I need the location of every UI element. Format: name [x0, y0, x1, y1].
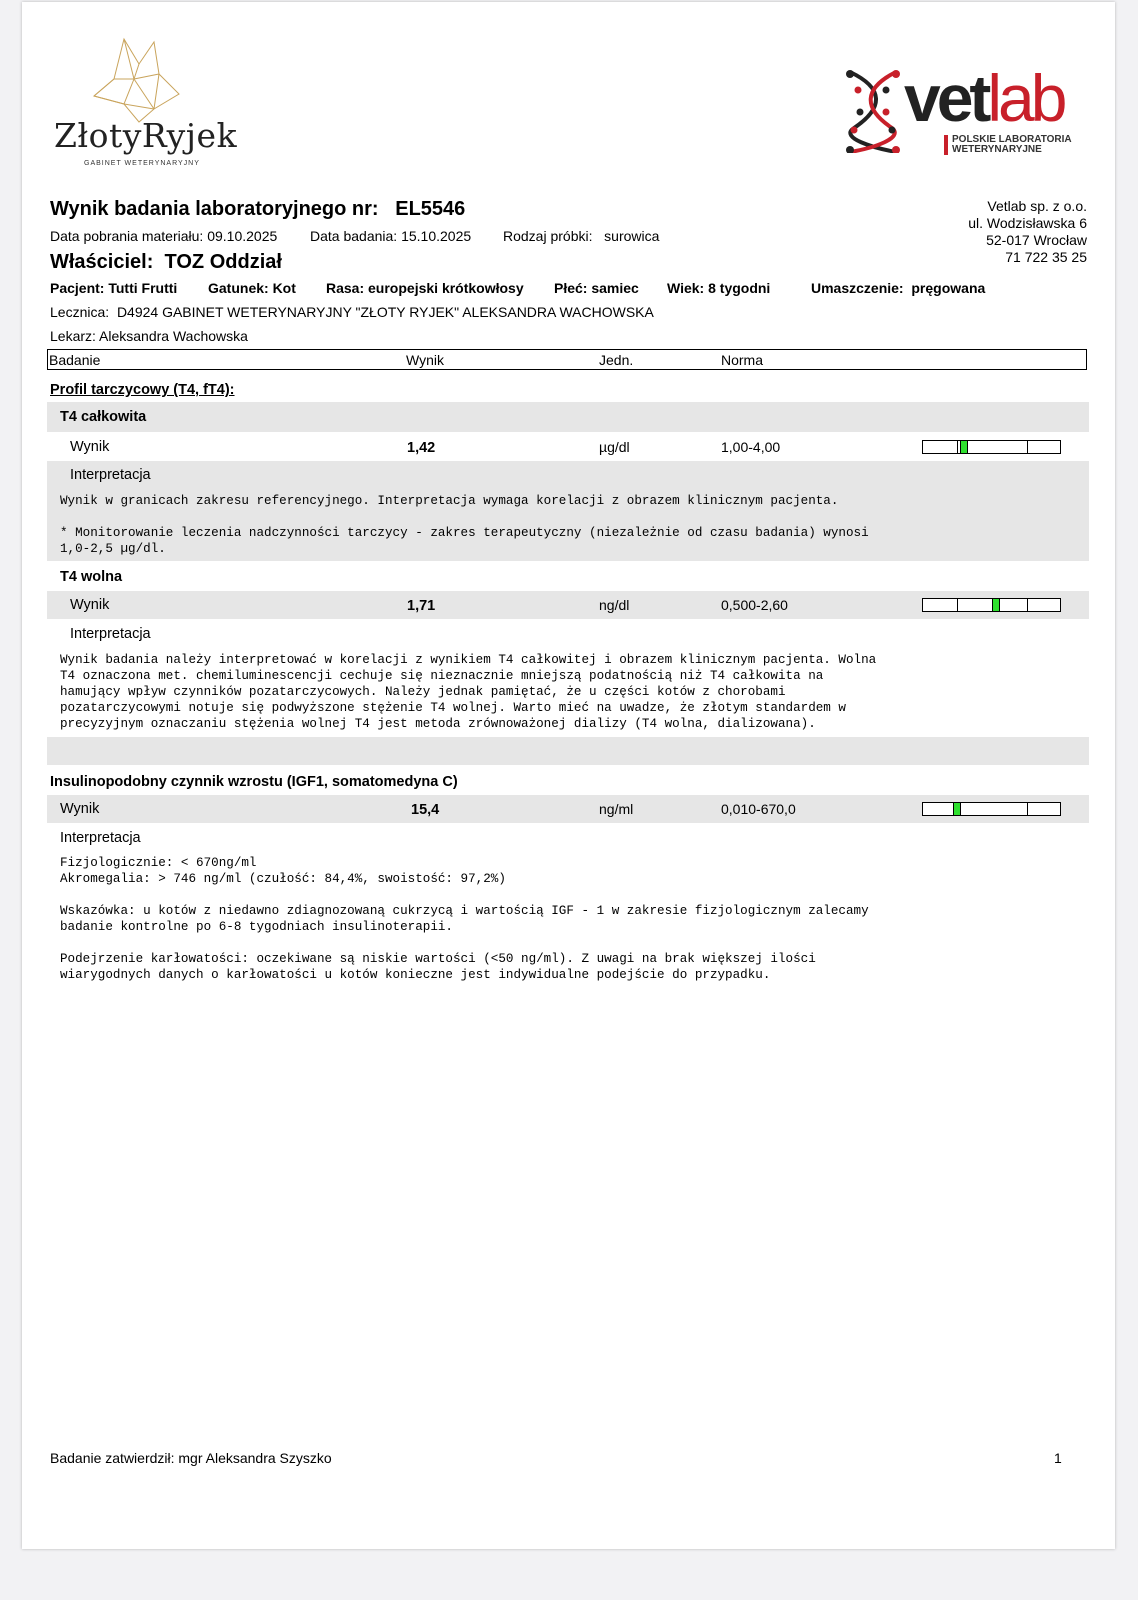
- patient-sex: Płeć: samiec: [554, 280, 639, 296]
- patient-age: Wiek: 8 tygodni: [667, 280, 771, 296]
- patient-coat-value: pręgowana: [911, 280, 986, 296]
- range-divider-high: [1027, 441, 1028, 453]
- t4-total-interp-label: Interpretacja: [70, 467, 151, 483]
- t4-free-name: T4 wolna: [60, 569, 123, 585]
- t4-total-value: 1,42: [407, 440, 436, 456]
- igf1-range-marker: [953, 803, 961, 815]
- clinic-label: Lecznica:: [50, 304, 110, 320]
- owner-label: Właściciel:: [50, 251, 154, 273]
- range-divider-low: [957, 599, 958, 611]
- t4-free-range-marker: [992, 599, 1000, 611]
- t4-total-interp-text: Wynik w granicach zakresu referencyjnego. Interpretacja wymaga korelacji z obrazem klinicznym pacjenta. * Monitorowanie leczenia nadczynności tarczycy - zakres terapeutyczny (niezależnie od czasu badania) wynosi 1,0-2,5 µg/dl.: [60, 494, 869, 556]
- report-title: [50, 198, 465, 221]
- igf1-norm: 0,010-670,0: [721, 801, 796, 817]
- dna-helix-icon: [844, 68, 904, 153]
- t4-total-range-marker: [960, 441, 968, 453]
- clinic-value: D4924 GABINET WETERYNARYJNY "ZŁOTY RYJEK" ALEKSANDRA WACHOWSKA: [116, 304, 654, 320]
- vetlab-tagline-2: WETERYNARYJNE: [952, 144, 1042, 155]
- igf1-range-bar: [922, 802, 1061, 816]
- doctor-line: Lekarz: Aleksandra Wachowska: [50, 328, 248, 344]
- sample-type-label: Rodzaj próbki:: [503, 228, 593, 244]
- collection-date-value: 09.10.2025: [207, 228, 278, 244]
- vetlab-wordmark-lab: lab: [987, 61, 1064, 135]
- vetlab-wordmark-vet: vet: [904, 61, 988, 135]
- lab-name: Vetlab sp. z o.o.: [987, 198, 1087, 214]
- t4-free-value: 1,71: [407, 598, 436, 614]
- vetlab-wordmark: [904, 60, 1063, 136]
- col-result: Wynik: [406, 352, 444, 368]
- report-title-label: Wynik badania laboratoryjnego nr:: [50, 198, 379, 220]
- igf1-interp-label: Interpretacja: [60, 830, 141, 846]
- test-date-label: Data badania:: [310, 228, 398, 244]
- left-brand-sub: GABINET WETERYNARYJNY: [84, 160, 200, 167]
- report-number: EL5546: [395, 198, 466, 220]
- t4-total-header-band: [47, 402, 1089, 432]
- igf1-result-label: Wynik: [60, 801, 100, 817]
- page-number: 1: [1054, 1450, 1062, 1466]
- lab-street: ul. Wodzisławska 6: [968, 215, 1087, 231]
- t4-free-result-label: Wynik: [70, 597, 110, 613]
- patient-name: Pacjent: Tutti Frutti: [50, 280, 178, 296]
- col-unit: Jedn.: [599, 352, 634, 368]
- report-page: [22, 2, 1115, 1549]
- approved-by: Badanie zatwierdził: mgr Aleksandra Szyszko: [50, 1450, 332, 1466]
- wolf-head-icon: [84, 34, 194, 124]
- t4-free-result-band: [47, 591, 1089, 619]
- clinic-line: [50, 304, 654, 320]
- t4-total-interp-band: [47, 461, 1089, 561]
- results-table-header: [47, 349, 1087, 370]
- t4-free-unit: ng/dl: [599, 597, 630, 613]
- range-divider-low: [957, 441, 958, 453]
- col-norm: Norma: [721, 352, 764, 368]
- left-brand-text: ZłotyRyjek: [54, 116, 238, 155]
- t4-total-range-bar: [922, 440, 1061, 454]
- sample-type-value: surowica: [604, 228, 660, 244]
- zloty-ryjek-logo: [50, 34, 250, 174]
- igf1-interp-text: Fizjologicznie: < 670ng/ml Akromegalia: > 746 ng/ml (czułość: 84,4%, swoistość: 97,2%) Wskazówka: u kotów z niedawno zdiagnozowaną cukrzycą i wartością IGF - 1 w zakresie fizjologicznym zalecamy badanie kontrolne po 6-8 tygodniach insulinoterapii. Podejrzenie karłowatości: oczekiwane są niskie wartości (<50 ng/ml). Z uwagi na brak większej ilości wiarygodnych danych o karłowatości u kotów konieczne jest indywidualne podejście do przypadku.: [60, 856, 869, 982]
- test-date: [310, 228, 471, 244]
- t4-free-spacer-band: [47, 737, 1089, 765]
- sample-type: [503, 228, 659, 244]
- patient-species: Gatunek: Kot: [208, 280, 296, 296]
- test-date-value: 15.10.2025: [401, 228, 472, 244]
- range-divider-high: [1027, 599, 1028, 611]
- vetlab-tagline: [944, 135, 1072, 155]
- t4-total-name: T4 całkowita: [60, 409, 147, 425]
- patient-breed: Rasa: europejski krótkowłosy: [326, 280, 524, 296]
- t4-total-unit: µg/dl: [599, 439, 630, 455]
- section-thyroid-profile: Profil tarczycowy (T4, fT4):: [50, 382, 235, 398]
- t4-free-range-bar: [922, 598, 1061, 612]
- col-test: Badanie: [49, 352, 101, 368]
- range-divider-high: [1027, 803, 1028, 815]
- collection-date-label: Data pobrania materiału:: [50, 228, 204, 244]
- lab-phone: 71 722 35 25: [1005, 249, 1087, 265]
- vetlab-logo: [844, 61, 1094, 161]
- lab-address: [968, 198, 1087, 266]
- igf1-value: 15,4: [411, 802, 440, 818]
- owner-value: TOZ Oddział: [164, 251, 282, 273]
- patient-coat-label: Umaszczenie:: [811, 280, 904, 296]
- t4-total-result-label: Wynik: [70, 439, 110, 455]
- igf1-name: Insulinopodobny czynnik wzrostu (IGF1, somatomedyna C): [50, 774, 458, 790]
- t4-free-norm: 0,500-2,60: [721, 597, 788, 613]
- igf1-unit: ng/ml: [599, 801, 634, 817]
- collection-date: [50, 228, 277, 244]
- t4-free-interp-label: Interpretacja: [70, 626, 151, 642]
- t4-total-norm: 1,00-4,00: [721, 439, 781, 455]
- lab-city: 52-017 Wrocław: [986, 232, 1087, 248]
- vetlab-tagline-1: POLSKIE LABORATORIA: [952, 134, 1072, 145]
- igf1-result-band: [47, 795, 1089, 823]
- t4-free-interp-text: Wynik badania należy interpretować w korelacji z wynikiem T4 całkowitej i obrazem klinicznym pacjenta. Wolna T4 oznaczona met. chemiluminescencji cechuje się nieznacznie mniejszą podatnością niż T4 całkowita na hamujący wpływ czynników pozatarczycowych. Należy jednak pamiętać, że u części kotów z chorobami pozatarczycowymi notuje się podwyższone stężenie T4 wolnej. Warto mieć na uwadze, że złotym standardem w precyzyjnym oznaczaniu stężenia wolnej T4 jest metoda zrównoważonej dializy (T4 wolna, dializowana).: [60, 653, 877, 731]
- owner-line: [50, 251, 282, 274]
- patient-coat: [811, 280, 985, 296]
